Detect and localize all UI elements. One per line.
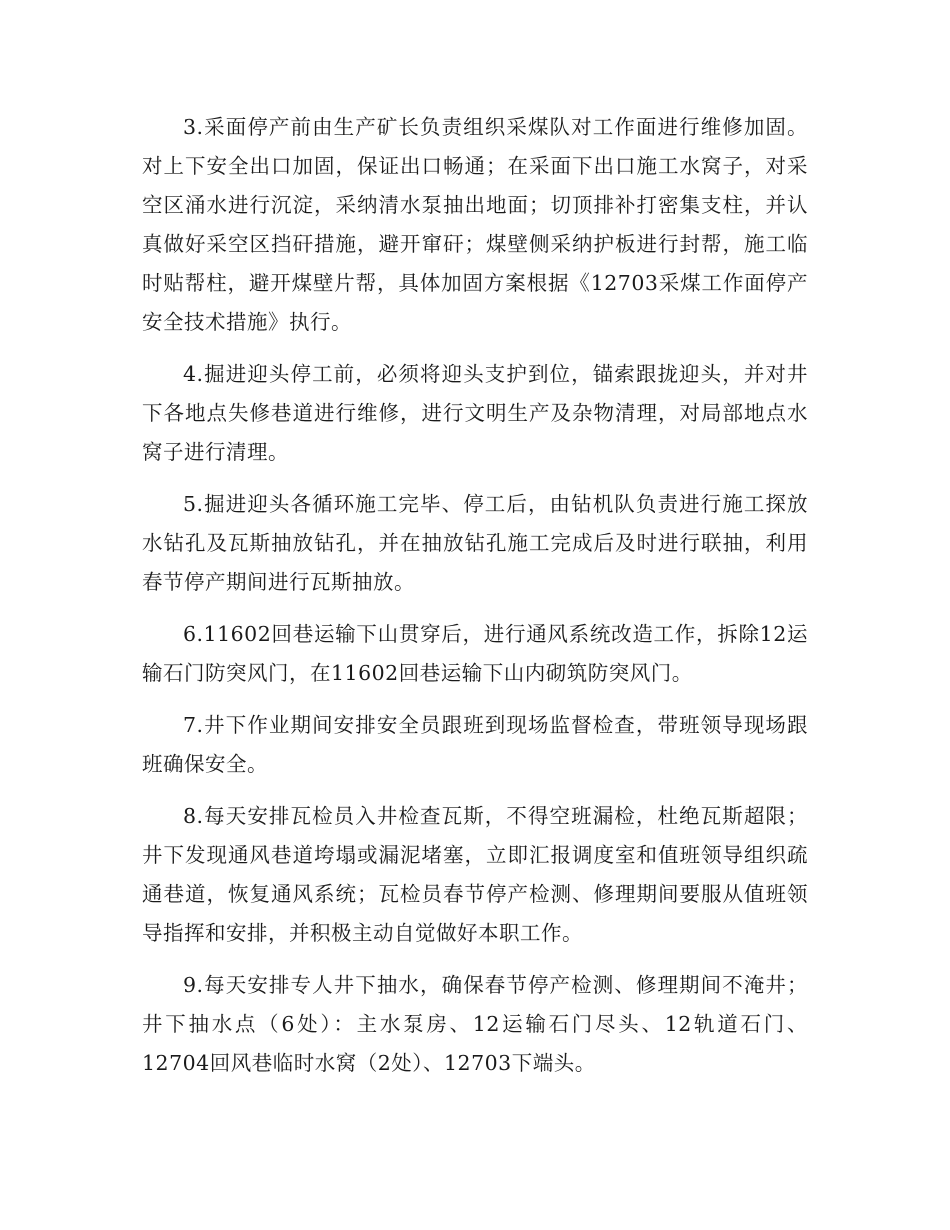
paragraph-item-7: 7.井下作业期间安排安全员跟班到现场监督检查，带班领导现场跟班确保安全。 [142, 713, 808, 776]
document-body [142, 108, 808, 1096]
paragraph-item-9: 9.每天安排专人井下抽水，确保春节停产检测、修理期间不淹井；井下抽水点（6处）：主水泵房、12运输石门尽头、12轨道石门、12704回风巷临时水窝（2处）、12703下端头。 [142, 973, 808, 1075]
paragraph-item-8: 8.每天安排瓦检员入井检查瓦斯，不得空班漏检，杜绝瓦斯超限；井下发现通风巷道垮塌或漏泥堵塞，立即汇报调度室和值班领导组织疏通巷道，恢复通风系统；瓦检员春节停产检测、修理期间要服从值班领导指挥和安排，并积极主动自觉做好本职工作。 [142, 804, 808, 945]
paragraph-item-5: 5.掘进迎头各循环施工完毕、停工后，由钻机队负责进行施工探放水钻孔及瓦斯抽放钻孔，并在抽放钻孔施工完成后及时进行联抽，利用春节停产期间进行瓦斯抽放。 [142, 492, 808, 594]
paragraph-item-6: 6.11602回巷运输下山贯穿后，进行通风系统改造工作，拆除12运输石门防突风门，在11602回巷运输下山内砌筑防突风门。 [142, 622, 808, 685]
paragraph-item-4: 4.掘进迎头停工前，必须将迎头支护到位，锚索跟拢迎头，并对井下各地点失修巷道进行维修，进行文明生产及杂物清理，对局部地点水窝子进行清理。 [142, 362, 808, 464]
paragraph-item-3: 3.采面停产前由生产矿长负责组织采煤队对工作面进行维修加固。对上下安全出口加固，保证出口畅通；在采面下出口施工水窝子，对采空区涌水进行沉淀，采纳清水泵抽出地面；切顶排补打密集支柱，并认真做好采空区挡矸措施，避开窜矸；煤壁侧采纳护板进行封帮，施工临时贴帮柱，避开煤壁片帮，具体加固方案根据《12703采煤工作面停产安全技术措施》执行。 [142, 115, 808, 334]
